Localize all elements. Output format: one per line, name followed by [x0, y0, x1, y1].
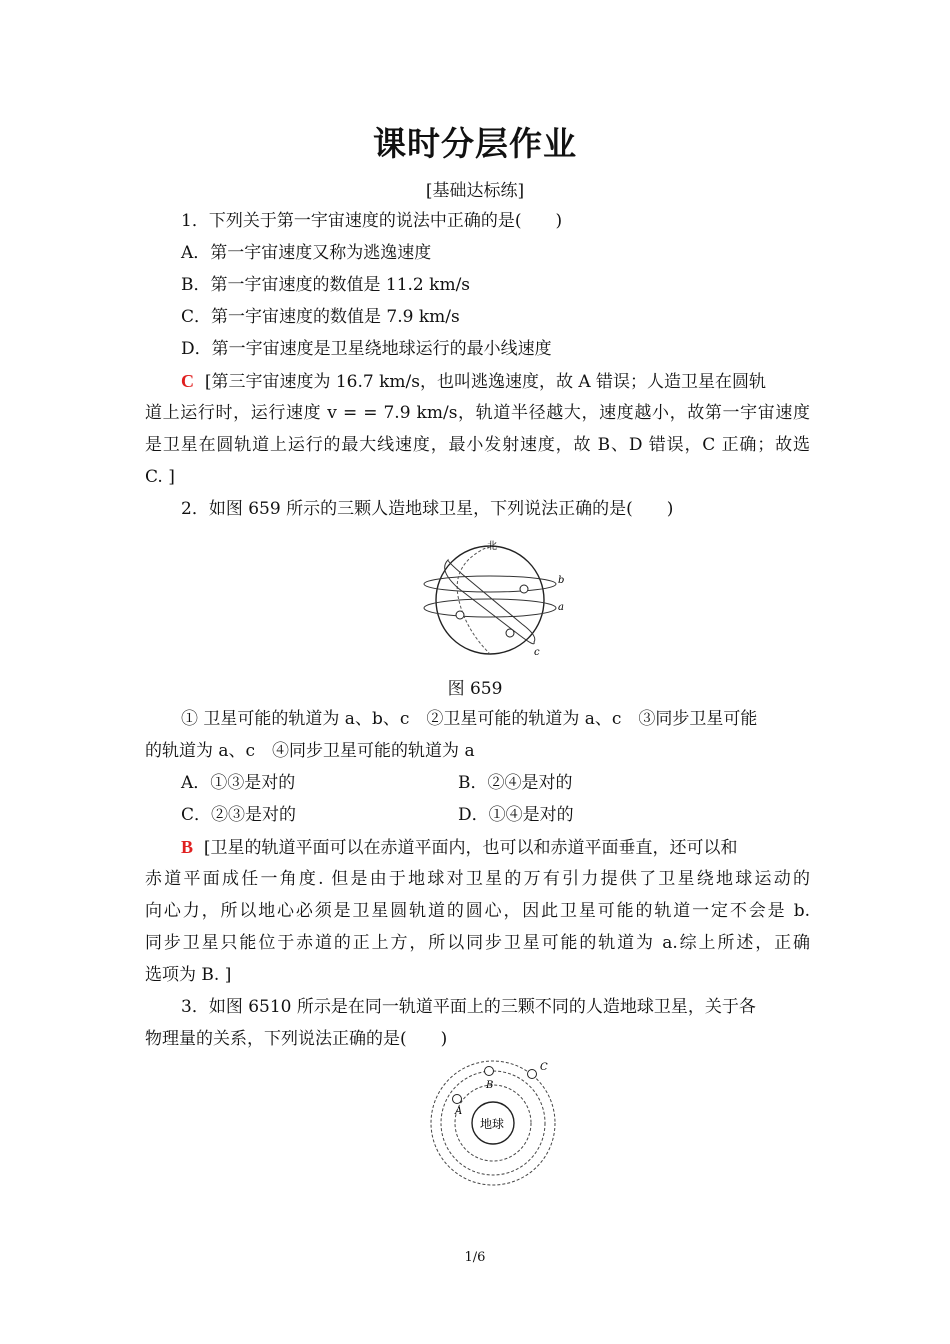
- q2-stem: 2．如图 659 所示的三颗人造地球卫星，下列说法正确的是( ): [181, 499, 674, 519]
- satellite-b: [520, 585, 528, 593]
- q1-explanation-line1: [181, 370, 810, 393]
- earth-circle: [436, 546, 544, 654]
- q1-explanation-line4: C. ]: [145, 467, 175, 487]
- label-C: C: [540, 1062, 548, 1073]
- q2-option-b: B．②④是对的: [458, 773, 573, 793]
- satellite-C: [528, 1070, 537, 1079]
- q1-answer: C: [181, 371, 194, 391]
- q2-statements-line2: 的轨道为 a、c ④同步卫星可能的轨道为 a: [145, 741, 475, 761]
- q2-statements-line1: ① 卫星可能的轨道为 a、b、c ②卫星可能的轨道为 a、c ③同步卫星可能: [181, 709, 758, 729]
- q2-exp-text1: [卫星的轨道平面可以在赤道平面内，也可以和赤道平面垂直，还可以和: [203, 838, 738, 858]
- label-c: c: [534, 647, 540, 658]
- label-B: B: [486, 1080, 494, 1091]
- satellite-c: [506, 629, 514, 637]
- q2-explanation-line1: [181, 836, 810, 859]
- q2-figure-caption: 图 659: [447, 679, 503, 699]
- label-b: b: [558, 575, 565, 586]
- q1-explanation-line2: 道上运行时，运行速度 v = = 7.9 km/s，轨道半径越大，速度越小，故第一宇宙速度: [145, 403, 810, 423]
- north-label: 北: [487, 541, 497, 552]
- q1-option-d: D．第一宇宙速度是卫星绕地球运行的最小线速度: [181, 339, 552, 359]
- q1-stem: 1．下列关于第一宇宙速度的说法中正确的是( ): [181, 211, 563, 231]
- satellite-A: [453, 1095, 462, 1104]
- q1-explanation-line3: 是卫星在圆轨道上运行的最大线速度，最小发射速度，故 B、D 错误，C 正确；故选: [145, 435, 810, 455]
- q2-options-row2: [181, 804, 846, 826]
- q2-option-a: A．①③是对的: [181, 773, 296, 793]
- q2-options-row1: [181, 772, 846, 794]
- orbit-b: [424, 576, 556, 592]
- q2-explanation-line4: 同步卫星只能位于赤道的正上方，所以同步卫星可能的轨道为 a.综上所述，正确: [145, 933, 810, 953]
- q3-stem-line1: 3．如图 6510 所示是在同一轨道平面上的三颗不同的人造地球卫星，关于各: [181, 997, 756, 1017]
- q2-orbit-figure: [418, 538, 568, 660]
- q2-answer: B: [181, 837, 194, 857]
- earth-label: 地球: [480, 1117, 505, 1131]
- label-a: a: [558, 602, 564, 613]
- q1-option-a: A．第一宇宙速度又称为逃逸速度: [181, 243, 432, 263]
- label-A: A: [455, 1106, 463, 1117]
- q2-explanation-line2: 赤道平面成任一角度. 但是由于地球对卫星的万有引力提供了卫星绕地球运动的: [145, 869, 810, 889]
- q1-exp-text1: [第三宇宙速度为 16.7 km/s，也叫逃逸速度，故 A 错误；人造卫星在圆轨: [204, 372, 767, 392]
- page-number: 1/6: [464, 1250, 486, 1265]
- page-title: 课时分层作业: [373, 124, 577, 163]
- q2-explanation-line3: 向心力，所以地心必须是卫星圆轨道的圆心，因此卫星可能的轨道一定不会是 b.: [145, 901, 810, 921]
- q2-explanation-line5: 选项为 B. ]: [145, 965, 232, 985]
- section-heading: [基础达标练]: [425, 181, 525, 201]
- q2-option-c: C．②③是对的: [181, 805, 297, 825]
- satellite-B: [485, 1067, 494, 1076]
- q3-stem-line2: 物理量的关系，下列说法正确的是( ): [145, 1029, 448, 1049]
- orbit-a: [424, 599, 556, 617]
- q2-option-d: D．①④是对的: [458, 805, 574, 825]
- satellite-a: [456, 611, 464, 619]
- q1-option-c: C．第一宇宙速度的数值是 7.9 km/s: [181, 307, 460, 327]
- q1-option-b: B．第一宇宙速度的数值是 11.2 km/s: [181, 275, 471, 295]
- orbit-c: [445, 560, 535, 644]
- q3-orbit-figure: [425, 1055, 560, 1187]
